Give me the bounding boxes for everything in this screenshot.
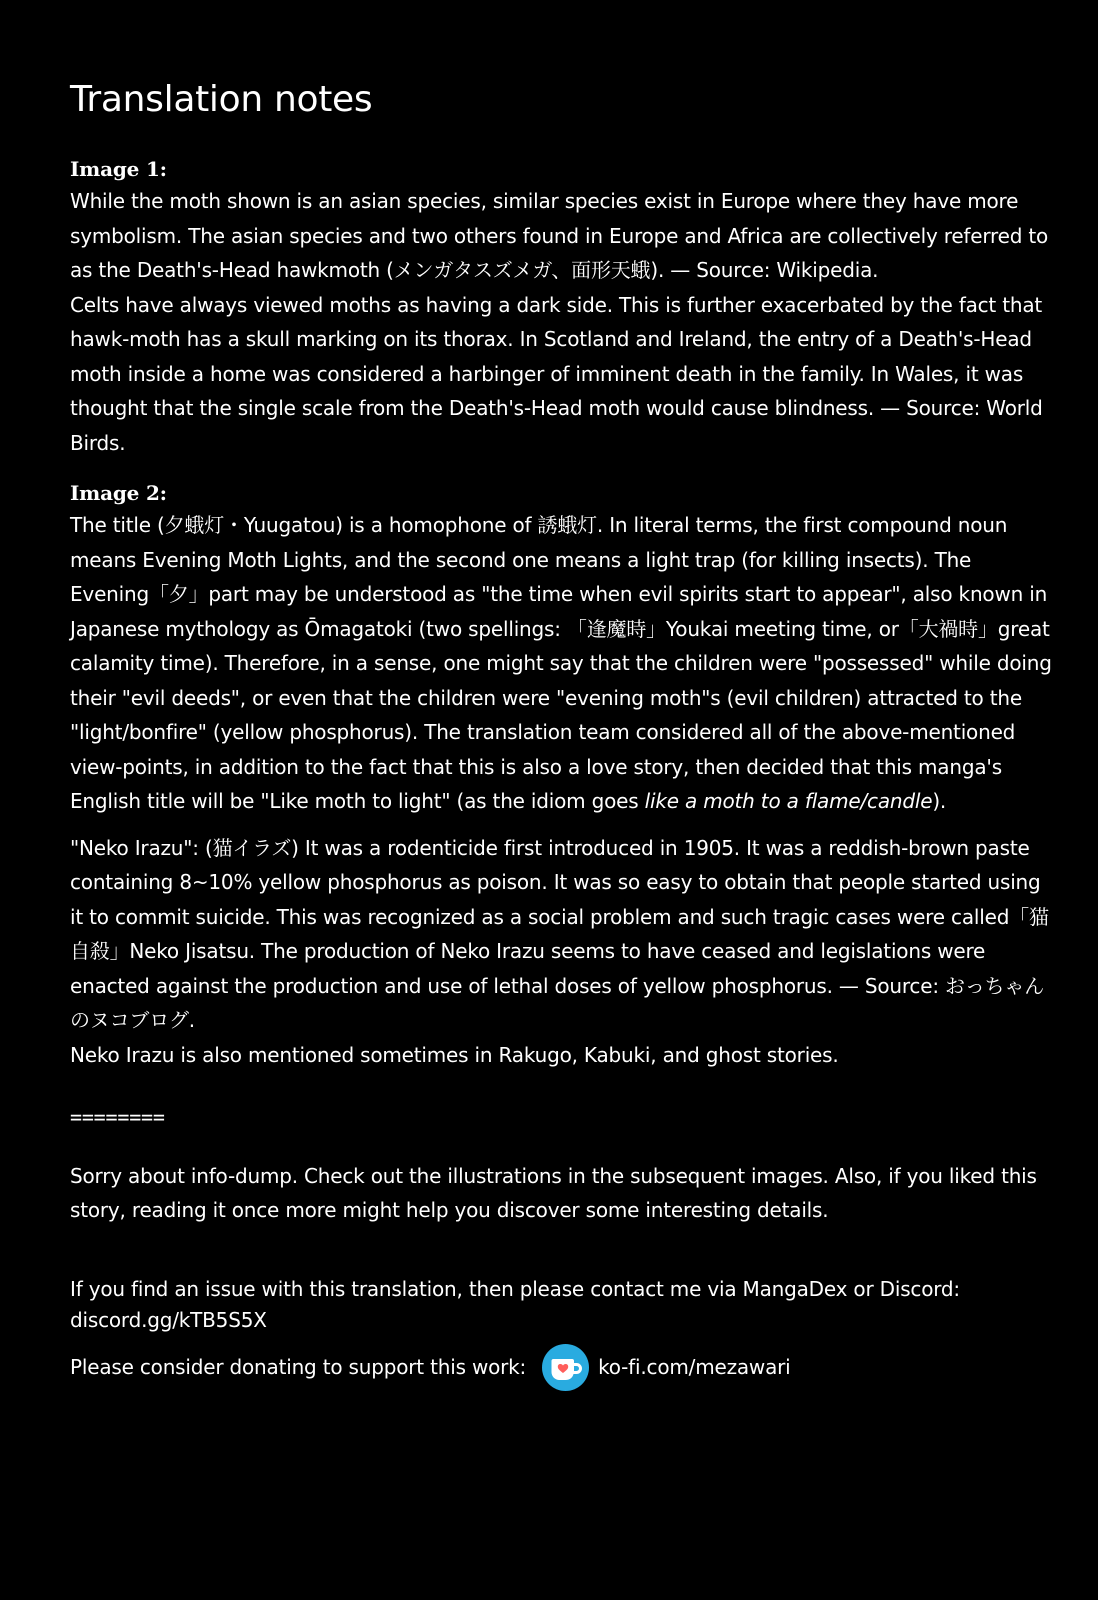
image-2-section <box>70 478 1055 1072</box>
ko-fi-link[interactable]: ko-fi.com/mezawari <box>598 1355 791 1379</box>
page-edge <box>1098 0 1115 1600</box>
title-note-end: ). <box>932 789 947 813</box>
spacer <box>70 1228 1055 1274</box>
image-2-paragraph-3: Neko Irazu is also mentioned sometimes in Rakugo, Kabuki, and ghost stories. <box>70 1042 839 1067</box>
donate-row <box>70 1344 1055 1391</box>
idiom-italic: like a moth to a flame/candle <box>644 789 933 813</box>
ko-fi-cup-heart-icon[interactable] <box>542 1344 589 1391</box>
image-1-paragraph-1: While the moth shown is an asian species, similar species exist in Europe where they have more symbolism. The asian species and two others found in Europe and Africa are collectively referred to as the Death's-Head hawkmoth (メンガタスズメガ、面形天蛾). — Source: Wikipedia. <box>70 189 1049 282</box>
donate-text: Please consider donating to support this work: <box>70 1355 527 1379</box>
notes-content <box>70 76 1055 1391</box>
image-1-heading: Image 1: <box>70 157 167 181</box>
image-1-section <box>70 154 1055 460</box>
page-title: Translation notes <box>70 79 373 120</box>
contact-paragraph: If you find an issue with this translation, then please contact me via MangaDex or Discord: discord.gg/kTB5S5X <box>70 1276 960 1332</box>
image-2-paragraph-1 <box>70 508 1055 819</box>
closing-paragraph: Sorry about info-dump. Check out the illustrations in the subsequent images. Also, if you liked this story, reading it once more might help you discover some interesting details. <box>70 1163 1037 1222</box>
image-2-paragraph-2: "Neko Irazu": (猫イラズ) It was a rodenticide first introduced in 1905. It was a reddish-brown paste containing 8~10% yellow phosphorus as poison. It was so easy to obtain that people started using it to commit suicide. This was recognized as a social problem and such tragic cases were called「猫自殺」Neko Jisatsu. The production of Neko Irazu seems to have ceased and legislations were enacted against the production and use of lethal doses of yellow phosphorus. — Source: おっちゃんのヌコブログ. <box>70 835 1049 1032</box>
divider-line: ======== <box>70 1105 165 1129</box>
title-note-text: The title (夕蛾灯・Yuugatou) is a homophone of 誘蛾灯. In literal terms, the first compound noun means Evening Moth Lights, and the second one means a light trap (for killing insects). The Evening「夕」part may be understood as "the time when evil spirits start to appear", also known in Japanese mythology as Ōmagatoki (two spellings: 「逢魔時」Youkai meeting time, or「大禍時」great calamity time). Therefore, in a sense, one might say that the children were "possessed" while doing their "evil deeds", or even that the children were "evening moth"s (evil children) attracted to the "light/bonfire" (yellow phosphorus). The translation team considered all of the above-mentioned view-points, in addition to the fact that this is also a love story, then decided that this manga's English title will be "Like moth to light" (as the idiom goes <box>70 513 1052 813</box>
image-1-paragraph-2: Celts have always viewed moths as having a dark side. This is further exacerbated by the fact that hawk-moth has a skull marking on its thorax. In Scotland and Ireland, the entry of a Death's-Head moth inside a home was considered a harbinger of imminent death in the family. In Wales, it was thought that the single scale from the Death's-Head moth would cause blindness. — Source: World Birds. <box>70 292 1043 455</box>
image-2-heading: Image 2: <box>70 481 167 505</box>
